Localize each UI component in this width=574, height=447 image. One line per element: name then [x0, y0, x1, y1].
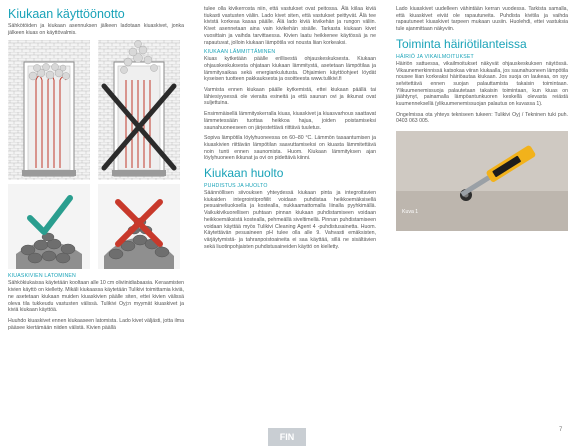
photo-caption: Kuva 1 [402, 209, 419, 216]
stones-figures-top [8, 40, 184, 180]
first-heating-heading: KIUKAAN LÄMMITTÄMINEN [204, 49, 276, 56]
stones-figures-bottom [8, 184, 184, 269]
stones-continued-paragraph: tulee olla kivikerrosta niin, että vastukset ovat peitossa. Älä kiilaa kiviä tiukasti vastusten väliin. Lado kivet siten, että vastukset peittyvät. Älä tee kivistä korkeaa kasaa päälle. Älä lado kiviä kivikehän ja rungon väliin. Kivet asennetaan aina vain kivikehän sisälle. Tarkasta kiukaan kivet vuosittain ja vaihda tarvittaessa. Kivien laatu heikkenee käytössä ja ne rapautuvat, jolloin kiukaan lämpötila voi nousta liian korkeaksi. [204, 6, 376, 46]
care-title: Kiukaan huolto [204, 166, 284, 181]
restack-paragraph: Lado kiuaskivet uudelleen vähintään kerran vuodessa. Tarkista samalla, että kiuaskivet eivät ole rapautuneita. Puhdista kivitila ja vaihda rapautuneet kiuaskivet tarpeen mukaan uusiin. Huolehdi, ettei vastuksia tule ajanmittaan näkyviin. [396, 6, 568, 33]
language-tab: FIN [268, 428, 306, 446]
page-title: Kiukaan käyttöönotto [8, 7, 125, 21]
stones-heading: KIUASKIVIEN LATOMINEN [8, 273, 77, 280]
stone-pile-correct-figure [8, 184, 90, 269]
fault-paragraph-1: Häiriön sattuessa, vikailmoitukset näkyvät ohjauskeskuksen näytössä. Vikaunemerkinnissä katsokaa viiran kiukaalla, jos saunahuoneen lämpötila nousee liian korkeaksi häiriöautaa kiukaan. Jos suoja on laukeaa, on syy selvitettävä ennen suojan palauttamista takaisin toimintaan. Ylikuumenemissuoja palautetaan takaisin toimintaan, kun kiuas on jäähtynyt, painamalla lämpöantunkuoren keskellä olevasta reiästä kuumenneksellä (ylikuumenemissuojan palautus on kuvassa 1). [396, 60, 568, 108]
first-heating-paragraph-1: Kiuas kytketään päälle erillisestä ohjauskeskuksesta. Kiukaan ohjauskeskuksesta ohjataan kiukaan lämmitystä, asetetaan lämpötilaa ja lämmitysaikaa sekä energiankulutusta. Ohjaimien käyttöohjeet löydät kyseisen tuotteen pakkauksesta ja osoitteesta www.tulikivi.fi [204, 56, 376, 83]
heater-stones-incorrect-figure [98, 40, 180, 180]
fault-title: Toiminta häiriötilanteissa [396, 36, 527, 51]
reset-button-photo [396, 131, 568, 231]
first-heating-paragraph-4: Sopiva lämpötila löylyhuoneessa on 60–80 °C. Lämmön tasaantumisen ja kiuaskivien riittävän lämpötilan saavuttamiseksi on kiuasta lämmitettävä noin tunti ennen saunomista. Huom. Kiukaan lämmityksen ajan löylyhuoneen ikkunat ja ovi on pidettävä kiinni. [204, 135, 376, 162]
stone-pile-incorrect-figure [98, 184, 180, 269]
care-heading: PUHDISTUS JA HUOLTO [204, 183, 268, 190]
intro-paragraph: Sähkötöiden ja kiukaan asennuksen jälkeen ladotaan kiuaskivet, jonka jälkeen kiuas on käyttövalmis. [8, 23, 184, 36]
heater-stones-correct-figure [8, 40, 90, 180]
stones-paragraph-2: Huuhdo kiuaskivet ennen kiukaaseen latomista. Lado kivet väljästi, jotta ilma pääsee kiertämään niiden välistä. Kivien päällä [8, 317, 184, 331]
column-middle [204, 6, 376, 253]
care-paragraph: Säännöllisen siivouksen yhteydessä kiukaan pinta ja integroitavien kiukaiden integrointiprofiilit voidaan puhdistaa heikkoemäksisellä pesuaineliuoksella ja kostealla, nukkaamattomalla liinalla pyyhkimällä. Vaikukivikuorellisen puhtaan pinnan kiukaan puhdistamiseen voidaan heikkoemäksistä kostealla, pehmeällä siveltimellä. Pinnan puhdistamiseen voidaan käyttää myös Tulikivi Cleaning Agent 4 -puhdistusainetta. Huom. Käytettävän pesuaineen pH tulee olla alle 9. Vahvasti emäksisten, värjäytymistä- ja tahranpoistoaineita ei saa käyttää, sillä ne sisältävien sekä liuotinpohjaisten puhdistusaineiden käyttö on kielletty. [204, 190, 376, 250]
column-right [396, 6, 568, 231]
fault-heading: HÄIRIÖ JA VIKAILMOITUKSET [396, 53, 474, 60]
column-left [8, 6, 184, 334]
fault-paragraph-2: Ongelmissa ota yhteys tekniseen tukeen: Tulikivi Oyj / Tekninen tuki puh. 0403 063 005. [396, 111, 568, 125]
first-heating-paragraph-3: Ensimmäisellä lämmityskerralla kiuas, kiuaskivet ja kiuasvarhous saattavat lämmetessään tuottaa heikkoa hajua, joiden poistamiseksi saunahuoneeseen on järjestettävä riittävä tuuletus. [204, 111, 376, 131]
page-number: 7 [559, 427, 563, 433]
first-heating-paragraph-2: Varmista ennen kiukaan päälle kytkemistä, ettei kiukaan päällä tai lähiesiyysessä ole vieraita esineitä ja että saunan ovi ja ikkunat ovat suljettuina. [204, 87, 376, 107]
stones-paragraph-1: Sähkökiukaissa käytetään kooltaan alle 10 cm oliviinidiabaasia. Keraamisten kivien käyttö on kielletty. Mikäli kiukaassa käytetään Tulikivi toimittamia kiviä, ne asetetaan kiukaan muiden kiuaskivien päälle siten, ettei kivien välissä oleva tila tukkeudu vastusten välissä. Tulikivi Oyj:n myymät kiuaskivet ja kiviä kiukaan käyttöä. [8, 280, 184, 314]
